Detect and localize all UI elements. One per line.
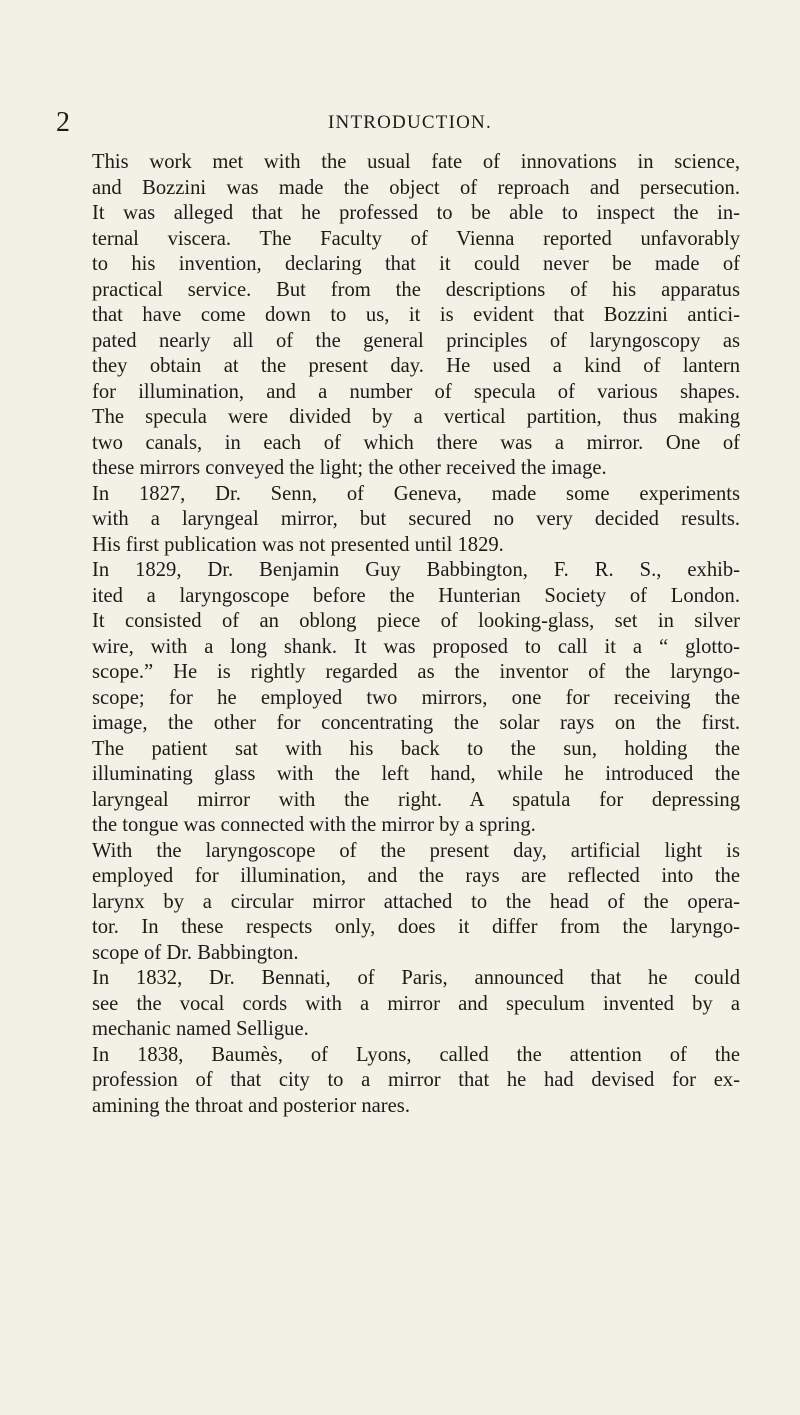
text-line: wire, with a long shank. It was proposed to call it a “ glotto- (92, 635, 740, 658)
text-line: they obtain at the present day. He used a kind of lantern (92, 355, 740, 377)
text-line: scope.” He is rightly regarded as the inventor of the laryngo- (92, 661, 740, 683)
text-line: for illumination, and a number of specula of various shapes. (92, 380, 740, 403)
text-line: mechanic named Selligue. (92, 1018, 309, 1040)
text-line: to his invention, declaring that it could never be made of (92, 253, 740, 275)
text-line: In 1832, Dr. Bennati, of Paris, announced that he could (92, 967, 740, 989)
running-head: INTRODUCTION. (328, 112, 492, 133)
text-line: scope of Dr. Babbington. (92, 941, 299, 964)
text-line: In 1829, Dr. Benjamin Guy Babbington, F. R. S., exhib- (92, 559, 740, 581)
text-line: The patient sat with his back to the sun, holding the (92, 737, 740, 760)
text-line: It consisted of an oblong piece of looking-glass, set in silver (92, 610, 740, 632)
text-line: see the vocal cords with a mirror and speculum invented by a (92, 992, 740, 1015)
page-header (0, 108, 800, 138)
text-line: practical service. But from the descriptions of his apparatus (92, 278, 740, 301)
text-line: illuminating glass with the left hand, while he introduced the (92, 763, 740, 785)
text-line: laryngeal mirror with the right. A spatula for depressing (92, 788, 740, 811)
text-line: With the laryngoscope of the present day, artificial light is (92, 839, 740, 862)
text-line: and Bozzini was made the object of reproach and persecution. (92, 176, 740, 199)
text-line: the tongue was connected with the mirror by a spring. (92, 814, 536, 836)
text-line: In 1827, Dr. Senn, of Geneva, made some experiments (92, 482, 740, 505)
text-line: This work met with the usual fate of innovations in science, (92, 151, 740, 173)
text-line: profession of that city to a mirror that he had devised for ex- (92, 1069, 740, 1091)
text-line: ternal viscera. The Faculty of Vienna reported unfavorably (92, 227, 740, 250)
text-line: larynx by a circular mirror attached to the head of the opera- (92, 890, 740, 913)
text-line: In 1838, Baumès, of Lyons, called the attention of the (92, 1043, 740, 1066)
text-line: with a laryngeal mirror, but secured no very decided results. (92, 508, 740, 530)
text-line: that have come down to us, it is evident that Bozzini antici- (92, 304, 740, 326)
text-line: It was alleged that he professed to be able to inspect the in- (92, 202, 740, 224)
paragraph-bozzini (60, 150, 740, 482)
text-line: His first publication was not presented until 1829. (92, 533, 504, 556)
paragraph-senn (60, 482, 740, 559)
page-number: 2 (56, 107, 70, 138)
paragraph-bennati (60, 966, 740, 1043)
text-line: The specula were divided by a vertical partition, thus making (92, 406, 740, 428)
paragraph-modern-laryngoscope (60, 839, 740, 967)
paragraph-babbington (60, 558, 740, 839)
text-line: employed for illumination, and the rays are reflected into the (92, 865, 740, 887)
text-line: scope; for he employed two mirrors, one for receiving the (92, 686, 740, 709)
text-line: tor. In these respects only, does it differ from the laryngo- (92, 916, 740, 938)
text-line: image, the other for concentrating the solar rays on the first. (92, 712, 740, 734)
paragraph-baumes (60, 1043, 740, 1120)
text-line: pated nearly all of the general principles of laryngoscopy as (92, 329, 740, 352)
text-line: amining the throat and posterior nares. (92, 1094, 410, 1117)
text-line: two canals, in each of which there was a mirror. One of (92, 431, 740, 454)
text-line: these mirrors conveyed the light; the other received the image. (92, 457, 607, 479)
text-line: ited a laryngoscope before the Hunterian Society of London. (92, 584, 740, 607)
body-text (60, 150, 740, 1119)
